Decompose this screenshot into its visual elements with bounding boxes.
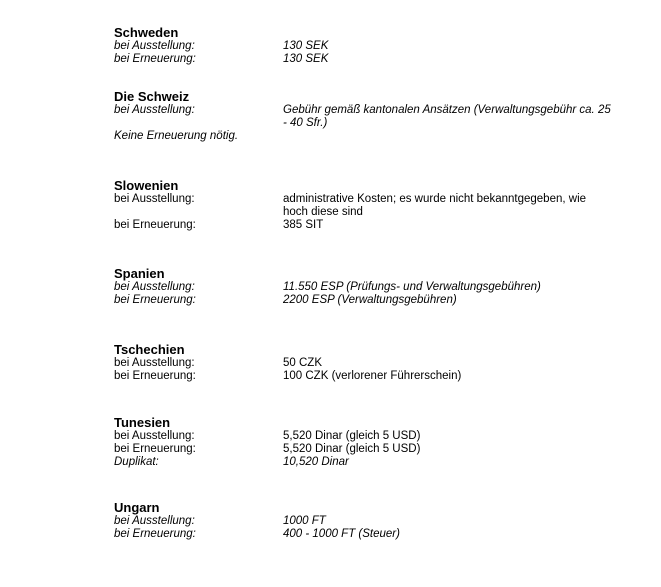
- fee-row: [114, 528, 634, 541]
- fee-value: 130 SEK: [283, 53, 329, 65]
- fee-label: bei Ausstellung:: [114, 40, 195, 52]
- fee-row: [114, 370, 634, 383]
- fee-row: [114, 443, 634, 456]
- fee-value: 100 CZK (verlorener Führerschein): [283, 370, 462, 382]
- fee-label: bei Erneuerung:: [114, 219, 196, 231]
- section-heading: Ungarn: [114, 500, 160, 515]
- fee-label: bei Erneuerung:: [114, 528, 196, 540]
- section-heading: Spanien: [114, 266, 165, 281]
- fee-value: 400 - 1000 FT (Steuer): [283, 528, 400, 540]
- fee-value: 50 CZK: [283, 357, 322, 369]
- section-slowenien: [114, 179, 634, 232]
- section-heading: Die Schweiz: [114, 89, 190, 104]
- fee-value: Gebühr gemäß kantonalen Ansätzen (Verwaltungsgebühr ca. 25 - 40 Sfr.): [283, 104, 611, 129]
- section-tschechien: [114, 343, 634, 383]
- section-heading: Tunesien: [114, 415, 171, 430]
- fee-label: bei Ausstellung:: [114, 104, 195, 116]
- fee-value: 385 SIT: [283, 219, 324, 231]
- fee-label: bei Ausstellung:: [114, 193, 195, 205]
- section-heading: Tschechien: [114, 342, 185, 357]
- fee-label: bei Ausstellung:: [114, 281, 195, 293]
- fee-row: [114, 357, 634, 370]
- fee-label: Duplikat:: [114, 456, 159, 468]
- section-schweiz: [114, 90, 634, 143]
- fee-row: [114, 40, 634, 53]
- fee-row: [114, 294, 634, 307]
- section-heading: Schweden: [114, 25, 179, 40]
- fee-value: 5,520 Dinar (gleich 5 USD): [283, 430, 421, 442]
- fee-value: 1000 FT: [283, 515, 326, 527]
- fee-value: administrative Kosten; es wurde nicht bekanntgegeben, wie hoch diese sind: [283, 193, 587, 218]
- fee-row: [114, 104, 634, 130]
- fee-label: bei Erneuerung:: [114, 294, 196, 306]
- section-spanien: [114, 267, 634, 307]
- fee-value: 11.550 ESP (Prüfungs- und Verwaltungsgebühren): [283, 281, 541, 293]
- fee-label: bei Ausstellung:: [114, 430, 195, 442]
- fee-label: bei Ausstellung:: [114, 357, 195, 369]
- section-tunesien: [114, 416, 634, 469]
- fee-row: [114, 515, 634, 528]
- fee-value: 5,520 Dinar (gleich 5 USD): [283, 443, 421, 455]
- section-heading: Slowenien: [114, 178, 179, 193]
- fee-value: 2200 ESP (Verwaltungsgebühren): [283, 294, 457, 306]
- fee-row: [114, 193, 634, 219]
- fee-row: [114, 219, 634, 232]
- fee-row: [114, 281, 634, 294]
- fee-row: [114, 430, 634, 443]
- fee-label: bei Ausstellung:: [114, 515, 195, 527]
- fee-row: [114, 456, 634, 469]
- fee-row: [114, 53, 634, 66]
- fee-label: bei Erneuerung:: [114, 443, 196, 455]
- fee-value: 130 SEK: [283, 40, 329, 52]
- section-ungarn: [114, 501, 634, 541]
- fee-label: bei Erneuerung:: [114, 370, 196, 382]
- fee-label: bei Erneuerung:: [114, 53, 196, 65]
- section-note: Keine Erneuerung nötig.: [114, 130, 239, 142]
- section-schweden: [114, 26, 634, 66]
- fee-value: 10,520 Dinar: [283, 456, 349, 468]
